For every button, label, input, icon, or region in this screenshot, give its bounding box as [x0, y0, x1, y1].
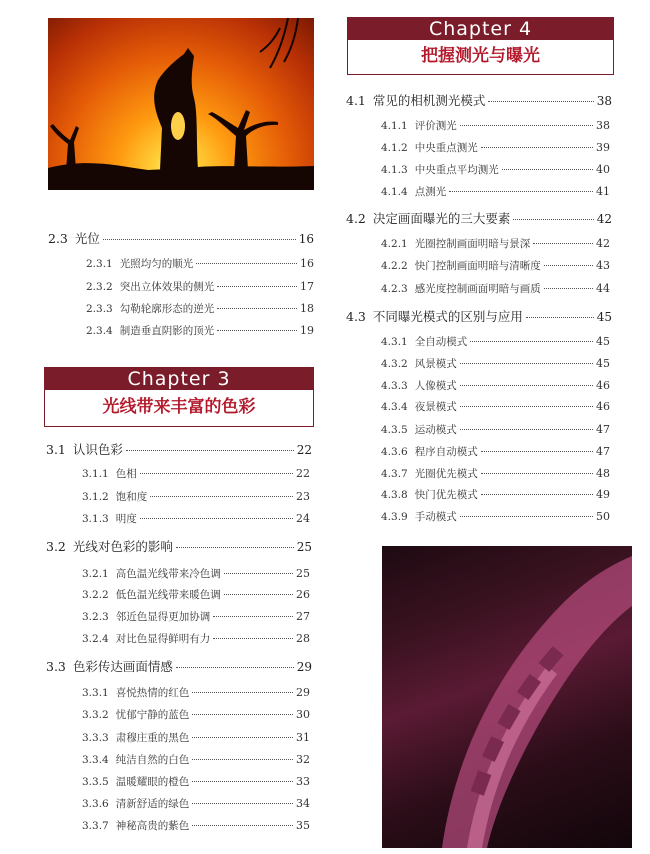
dot-leader [502, 169, 593, 170]
page-number: 22 [296, 467, 310, 480]
entry-title: 不同曝光模式的区别与应用 [372, 309, 523, 324]
chapter-3-header [44, 367, 314, 427]
page-number: 46 [596, 379, 610, 392]
dot-leader [460, 516, 593, 517]
page-number: 32 [296, 753, 310, 766]
page-number: 29 [296, 686, 310, 699]
toc-subsection-entry [82, 466, 310, 481]
page-number: 28 [296, 632, 310, 645]
toc-section-entry [346, 209, 612, 227]
entry-number: 3.1.1 [82, 468, 109, 480]
entry-title: 纯洁自然的白色 [115, 754, 190, 766]
page-number: 30 [296, 708, 310, 721]
dot-leader [192, 803, 293, 804]
toc-subsection-entry [381, 184, 610, 199]
dot-leader [217, 308, 297, 309]
toc-subsection-entry [381, 258, 610, 273]
entry-title: 神秘高贵的紫色 [115, 820, 190, 832]
entry-number: 4.1.2 [381, 142, 408, 154]
toc-subsection-entry [381, 356, 610, 371]
entry-title: 认识色彩 [72, 442, 123, 457]
toc-subsection-entry [82, 566, 310, 581]
entry-title: 夜景模式 [414, 401, 457, 413]
entry-number: 3.1.3 [82, 513, 109, 525]
page-number: 42 [596, 237, 610, 250]
page-number: 23 [296, 490, 310, 503]
toc-section-entry [48, 229, 314, 247]
entry-number: 4.3 [346, 309, 366, 324]
toc-subsection-entry [86, 279, 314, 294]
page-number: 38 [596, 94, 612, 108]
entry-number: 3.3.5 [82, 776, 109, 788]
dot-leader [217, 286, 297, 287]
toc-subsection-entry [86, 301, 314, 316]
page-number: 44 [596, 282, 610, 295]
dot-leader [224, 594, 293, 595]
page-number: 40 [596, 163, 610, 176]
entry-title: 程序自动模式 [414, 446, 478, 458]
toc-subsection-entry [86, 323, 314, 338]
entry-number: 2.3.3 [86, 303, 113, 315]
entry-title: 喜悦热情的红色 [115, 687, 190, 699]
entry-title: 色彩传达画面情感 [72, 659, 173, 674]
entry-number: 4.3.9 [381, 511, 408, 523]
toc-subsection-entry [381, 422, 610, 437]
dot-leader [449, 191, 593, 192]
toc-subsection-entry [82, 609, 310, 624]
entry-number: 3.2 [46, 539, 66, 554]
dot-leader [481, 451, 593, 452]
entry-title: 运动模式 [414, 424, 457, 436]
dot-leader [460, 385, 593, 386]
entry-title: 对比色显得鲜明有力 [115, 633, 211, 645]
toc-subsection-entry [381, 509, 610, 524]
entry-title: 邻近色显得更加协调 [115, 611, 211, 623]
dot-leader [213, 616, 293, 617]
dot-leader [192, 781, 293, 782]
entry-title: 肃穆庄重的黑色 [115, 732, 190, 744]
entry-number: 3.3.1 [82, 687, 109, 699]
dot-leader [192, 692, 293, 693]
page-number: 31 [296, 731, 310, 744]
page-number: 42 [596, 212, 612, 226]
entry-title: 常见的相机测光模式 [372, 93, 486, 108]
dot-leader [460, 406, 593, 407]
entry-title: 高色温光线带来冷色调 [115, 568, 221, 580]
dot-leader [192, 759, 293, 760]
entry-number: 4.3.5 [381, 424, 408, 436]
entry-title: 评价测光 [414, 120, 457, 132]
entry-number: 4.1.1 [381, 120, 408, 132]
entry-title: 清新舒适的绿色 [115, 798, 190, 810]
entry-number: 3.3.2 [82, 709, 109, 721]
dot-leader [103, 239, 296, 240]
dot-leader [481, 473, 593, 474]
page-number: 47 [596, 423, 610, 436]
entry-number: 4.1 [346, 93, 366, 108]
chapter-4-label: Chapter 4 [348, 18, 613, 40]
chapter-3-label: Chapter 3 [45, 368, 313, 390]
chapter-3-title: 光线带来丰富的色彩 [102, 397, 256, 417]
toc-subsection-entry [82, 489, 310, 504]
page-number: 16 [298, 232, 314, 246]
toc-subsection-entry [82, 730, 310, 745]
page-number: 33 [296, 775, 310, 788]
dot-leader [533, 243, 593, 244]
toc-subsection-entry [82, 511, 310, 526]
dot-leader [126, 450, 294, 451]
entry-number: 4.3.8 [381, 489, 408, 501]
entry-number: 2.3.1 [86, 258, 113, 270]
entry-title: 光照均匀的顺光 [119, 258, 194, 270]
entry-number: 3.3.6 [82, 798, 109, 810]
toc-subsection-entry [82, 707, 310, 722]
toc-subsection-entry [381, 118, 610, 133]
entry-title: 勾勒轮廓形态的逆光 [119, 303, 215, 315]
entry-number: 4.2.1 [381, 238, 408, 250]
sunset-tree-photo [48, 18, 314, 190]
page-number: 45 [596, 335, 610, 348]
toc-section-entry [346, 91, 612, 109]
toc-subsection-entry [381, 236, 610, 251]
entry-title: 点测光 [414, 186, 447, 198]
page-number: 39 [596, 141, 610, 154]
toc-subsection-entry [381, 378, 610, 393]
dot-leader [192, 714, 293, 715]
page-number: 27 [296, 610, 310, 623]
toc-section-entry [46, 657, 312, 675]
entry-title: 手动模式 [414, 511, 457, 523]
entry-title: 快门控制画面明暗与清晰度 [414, 260, 541, 272]
entry-number: 2.3.2 [86, 281, 113, 293]
page-number: 19 [300, 324, 314, 337]
dot-leader [192, 737, 293, 738]
page-number: 17 [300, 280, 314, 293]
toc-section-entry [46, 537, 312, 555]
dot-leader [150, 496, 293, 497]
entry-number: 4.3.6 [381, 446, 408, 458]
page-number: 29 [296, 660, 312, 674]
entry-title: 饱和度 [115, 491, 148, 503]
entry-title: 中央重点测光 [414, 142, 478, 154]
chapter-4-title: 把握测光与曝光 [421, 46, 540, 66]
page-number: 43 [596, 259, 610, 272]
entry-title: 光线对色彩的影响 [72, 539, 173, 554]
dot-leader [544, 288, 593, 289]
page-number: 35 [296, 819, 310, 832]
entry-number: 4.2 [346, 211, 366, 226]
entry-number: 4.3.4 [381, 401, 408, 413]
page-number: 45 [596, 310, 612, 324]
toc-section-entry [346, 307, 612, 325]
dot-leader [140, 518, 293, 519]
page-number: 50 [596, 510, 610, 523]
page-number: 49 [596, 488, 610, 501]
toc-section-entry [46, 440, 312, 458]
toc-subsection-entry [86, 256, 314, 271]
entry-title: 决定画面曝光的三大要素 [372, 211, 511, 226]
entry-title: 明度 [115, 513, 137, 525]
page-number: 47 [596, 445, 610, 458]
page-number: 45 [596, 357, 610, 370]
gear-closeup-photo [382, 546, 632, 848]
page-number: 48 [596, 467, 610, 480]
dot-leader [460, 429, 593, 430]
dot-leader [217, 330, 297, 331]
dot-leader [213, 638, 293, 639]
toc-subsection-entry [381, 399, 610, 414]
entry-number: 3.2.3 [82, 611, 109, 623]
entry-number: 3.1 [46, 442, 66, 457]
dot-leader [526, 317, 594, 318]
dot-leader [176, 667, 294, 668]
page-number: 46 [596, 400, 610, 413]
entry-title: 温暖耀眼的橙色 [115, 776, 190, 788]
entry-title: 中央重点平均测光 [414, 164, 499, 176]
entry-title: 光位 [74, 231, 100, 246]
dot-leader [470, 341, 593, 342]
toc-subsection-entry [82, 587, 310, 602]
dot-leader [460, 363, 593, 364]
toc-subsection-entry [381, 466, 610, 481]
entry-title: 制造垂直阴影的顶光 [119, 325, 215, 337]
dot-leader [460, 125, 593, 126]
dot-leader [481, 494, 593, 495]
entry-number: 4.3.1 [381, 336, 408, 348]
dot-leader [140, 473, 293, 474]
entry-number: 3.1.2 [82, 491, 109, 503]
page-number: 25 [296, 540, 312, 554]
entry-number: 4.3.3 [381, 380, 408, 392]
entry-title: 人像模式 [414, 380, 457, 392]
entry-title: 色相 [115, 468, 137, 480]
dot-leader [196, 263, 297, 264]
entry-title: 快门优先模式 [414, 489, 478, 501]
toc-subsection-entry [82, 685, 310, 700]
toc-subsection-entry [381, 334, 610, 349]
entry-title: 光圈控制画面明暗与景深 [414, 238, 531, 250]
page-number: 24 [296, 512, 310, 525]
page-number: 16 [300, 257, 314, 270]
toc-subsection-entry [381, 487, 610, 502]
page-number: 18 [300, 302, 314, 315]
dot-leader [224, 573, 293, 574]
dot-leader [192, 825, 293, 826]
toc-subsection-entry [82, 752, 310, 767]
entry-number: 3.2.1 [82, 568, 109, 580]
entry-number: 3.2.2 [82, 589, 109, 601]
toc-subsection-entry [381, 140, 610, 155]
entry-title: 突出立体效果的侧光 [119, 281, 215, 293]
dot-leader [481, 147, 593, 148]
page-number: 38 [596, 119, 610, 132]
entry-number: 4.1.4 [381, 186, 408, 198]
page-number: 34 [296, 797, 310, 810]
page-number: 41 [596, 185, 610, 198]
entry-number: 3.3 [46, 659, 66, 674]
entry-title: 风景模式 [414, 358, 457, 370]
entry-number: 2.3 [48, 231, 68, 246]
toc-subsection-entry [381, 281, 610, 296]
entry-number: 4.2.3 [381, 283, 408, 295]
entry-title: 感光度控制画面明暗与画质 [414, 283, 541, 295]
entry-number: 4.1.3 [381, 164, 408, 176]
gear-shape [382, 546, 632, 848]
entry-title: 全自动模式 [414, 336, 468, 348]
tree-silhouette [48, 18, 314, 190]
dot-leader [513, 219, 593, 220]
entry-number: 2.3.4 [86, 325, 113, 337]
toc-subsection-entry [82, 631, 310, 646]
entry-number: 3.3.4 [82, 754, 109, 766]
page-number: 25 [296, 567, 310, 580]
chapter-4-header [347, 17, 614, 75]
entry-number: 4.2.2 [381, 260, 408, 272]
dot-leader [544, 265, 593, 266]
entry-title: 忧郁宁静的蓝色 [115, 709, 190, 721]
toc-subsection-entry [82, 774, 310, 789]
toc-subsection-entry [82, 818, 310, 833]
toc-subsection-entry [82, 796, 310, 811]
dot-leader [488, 101, 593, 102]
page-number: 26 [296, 588, 310, 601]
dot-leader [176, 547, 294, 548]
entry-title: 光圈优先模式 [414, 468, 478, 480]
toc-subsection-entry [381, 444, 610, 459]
entry-number: 3.3.3 [82, 732, 109, 744]
entry-number: 4.3.2 [381, 358, 408, 370]
entry-number: 3.3.7 [82, 820, 109, 832]
toc-subsection-entry [381, 162, 610, 177]
entry-title: 低色温光线带来暖色调 [115, 589, 221, 601]
page-number: 22 [296, 443, 312, 457]
entry-number: 4.3.7 [381, 468, 408, 480]
entry-number: 3.2.4 [82, 633, 109, 645]
